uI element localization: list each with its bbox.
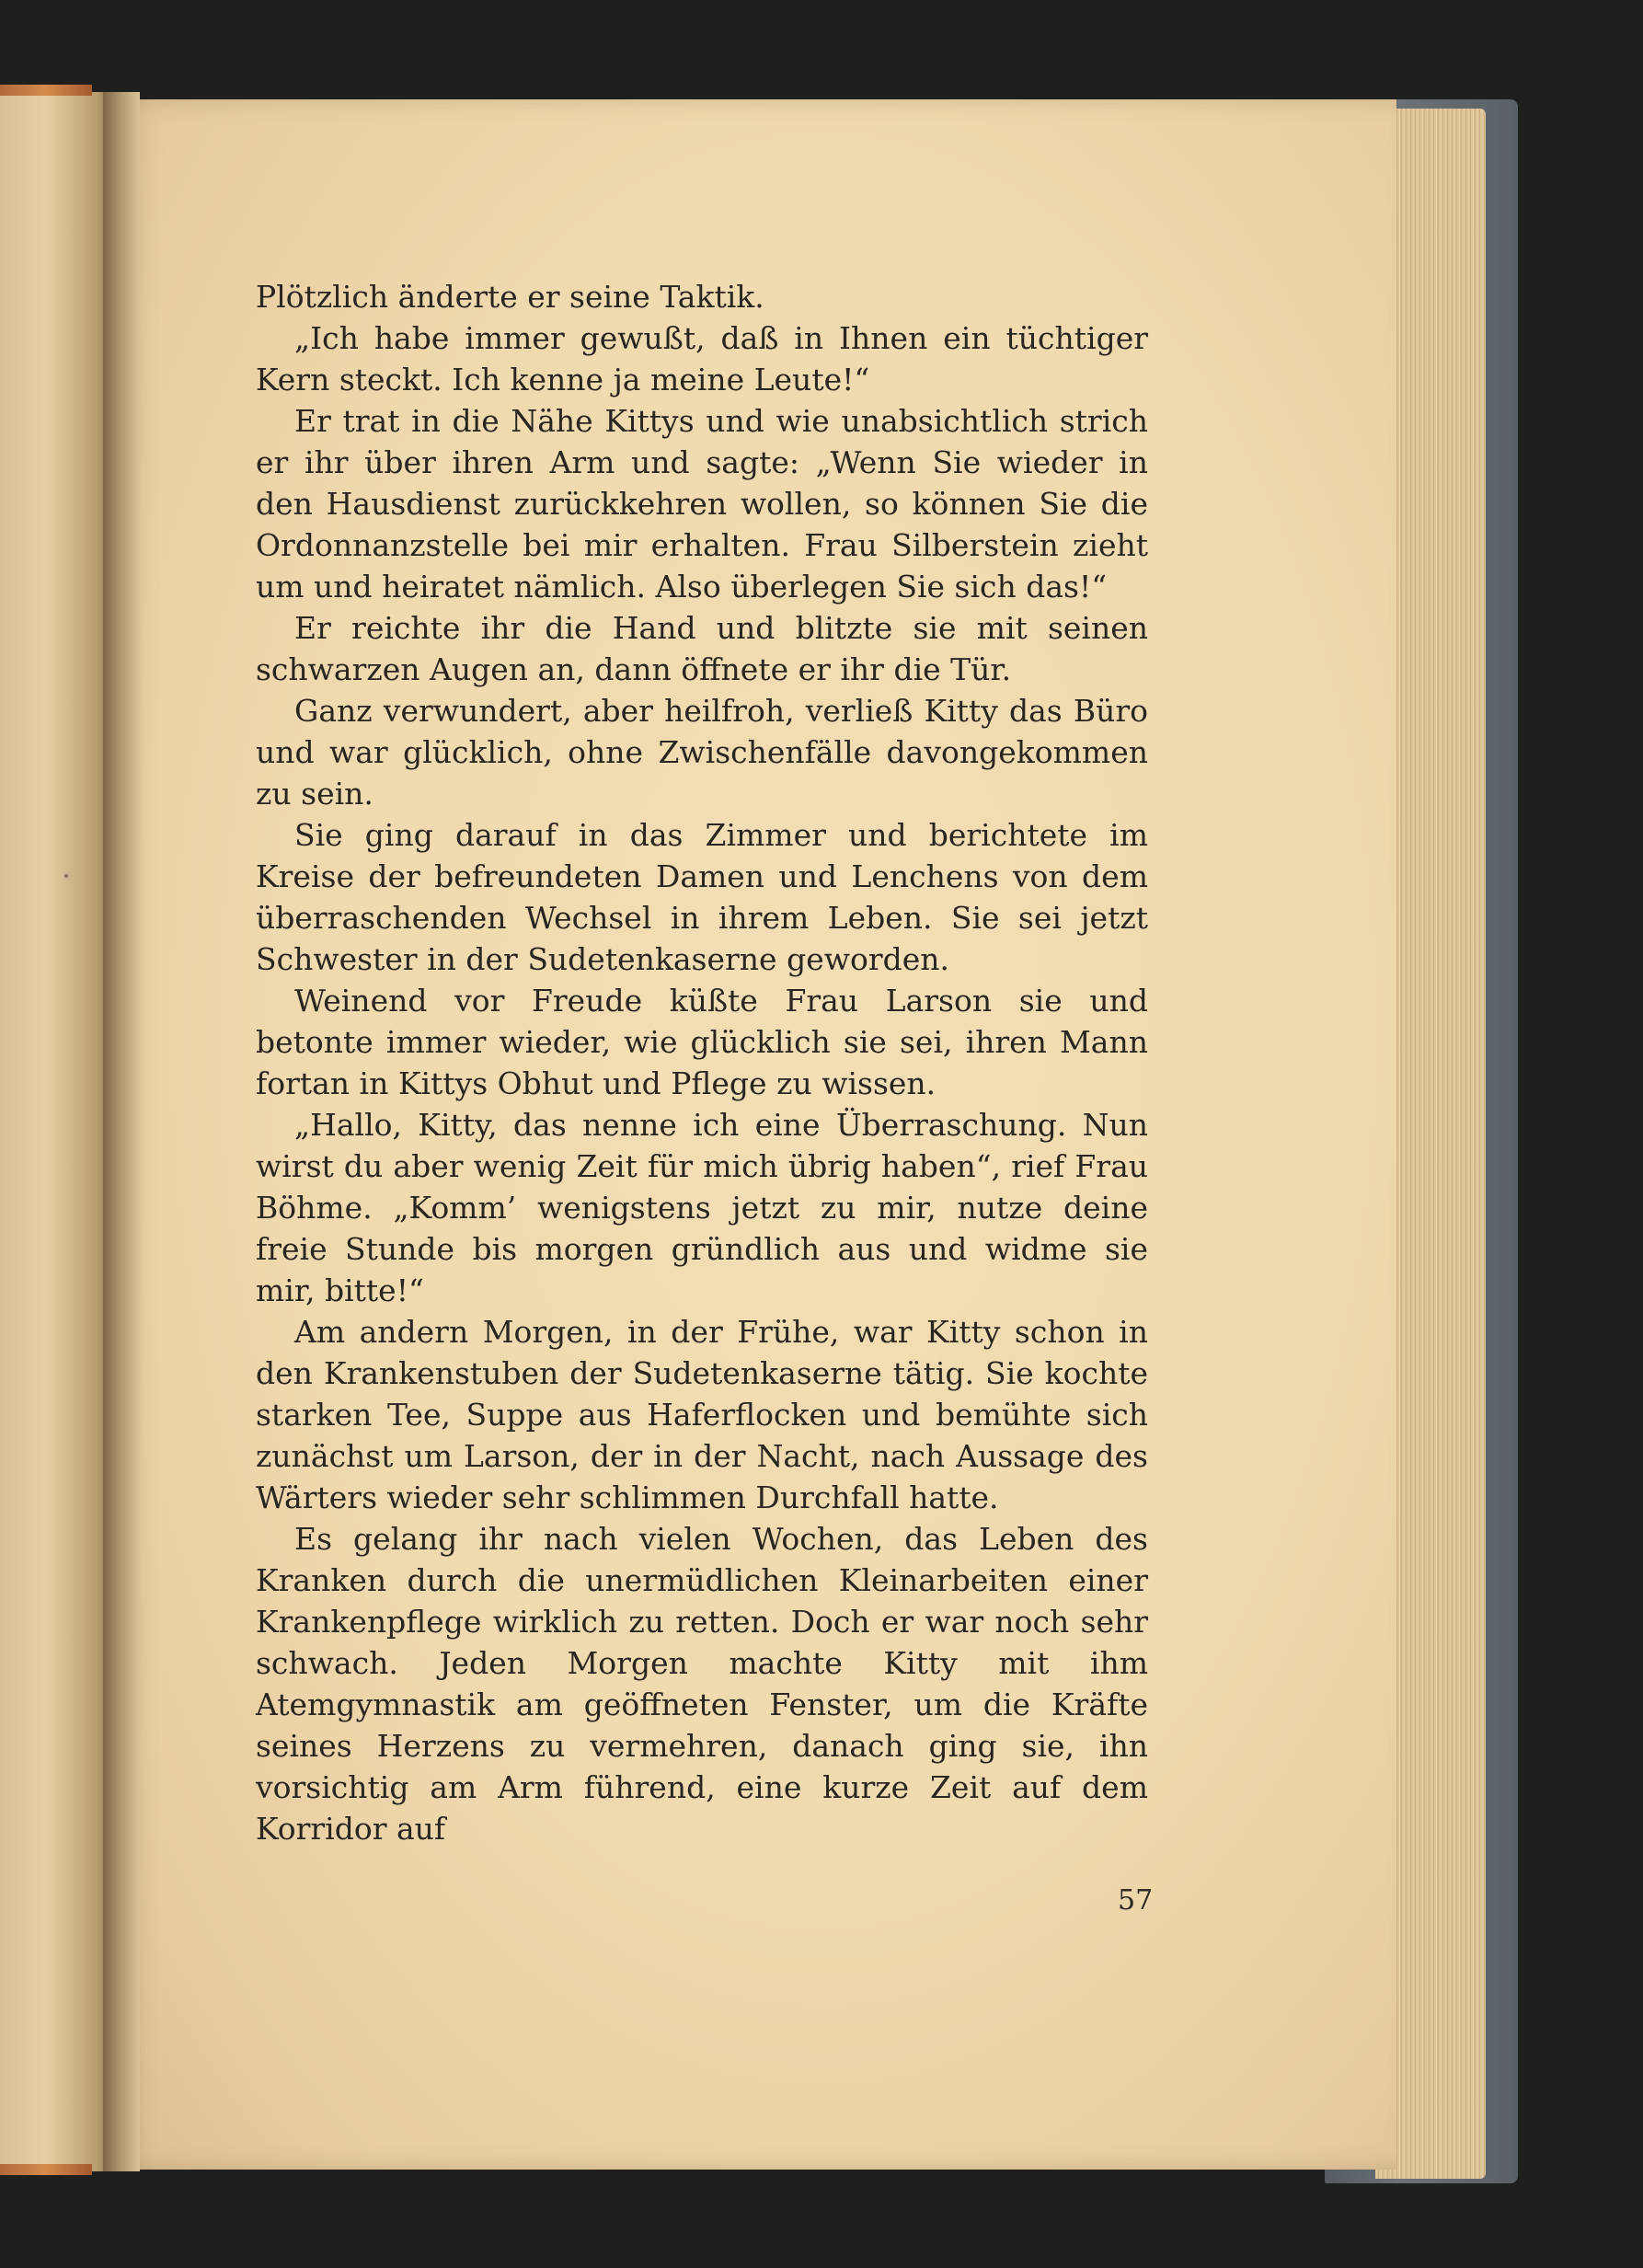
page-number: 57 [1118,1884,1154,1917]
paragraph: Ganz verwundert, aber heilfroh, verließ Kitty das Büro und war glücklich, ohne Zwischenfälle davongekommen zu sein. [256,693,1148,812]
headband-bottom [0,2164,92,2175]
paragraph: Er trat in die Nähe Kittys und wie unabsichtlich strich er ihr über ihren Arm und sagte: „Wenn Sie wieder in den Hausdienst zurückkehren wollen, so können Sie die Ordonnanzstelle bei mir erhalten. Frau Silberstein zieht um und heiratet nämlich. Also überlegen Sie sich das!“ [256,403,1148,604]
paragraph: Sie ging darauf in das Zimmer und berichtete im Kreise der befreundeten Damen und Lenchens von dem überraschenden Wechsel in ihrem Leben. Sie sei jetzt Schwester in der Sudetenkaserne geworden. [256,817,1148,977]
paragraph: „Ich habe immer gewußt, daß in Ihnen ein tüchtiger Kern steckt. Ich kenne ja meine Leute!“ [256,320,1148,397]
page-body-text [256,276,1148,1849]
paragraph: Er reichte ihr die Hand und blitzte sie mit seinen schwarzen Augen an, dann öffnete er ihr die Tür. [256,610,1148,687]
paragraph: Am andern Morgen, in der Frühe, war Kitty schon in den Krankenstuben der Sudetenkaserne tätig. Sie kochte starken Tee, Suppe aus Haferflocken und bemühte sich zunächst um Larson, der in der Nacht, nach Aussage des Wärters wieder sehr schlimmen Durchfall hatte. [256,1314,1148,1515]
gutter [103,92,140,2171]
paragraph: Plötzlich änderte er seine Taktik. [256,279,764,315]
paragraph: „Hallo, Kitty, das nenne ich eine Überraschung. Nun wirst du aber wenig Zeit für mich übrig haben“, rief Frau Böhme. „Komm’ wenigstens jetzt zu mir, nutze deine freie Stunde bis morgen gründlich aus und widme sie mir, bitte!“ [256,1107,1148,1308]
paragraph: Weinend vor Freude küßte Frau Larson sie und betonte immer wieder, wie glücklich sie sei, ihren Mann fortan in Kittys Obhut und Pflege zu wissen. [256,983,1148,1101]
headband-top [0,85,92,96]
paper-speck [64,874,68,878]
paragraph: Es gelang ihr nach vielen Wochen, das Leben des Kranken durch die unermüdlichen Kleinarbeiten einer Krankenpflege wirklich zu retten. Doch er war noch sehr schwach. Jeden Morgen machte Kitty mit ihm Atemgymnastik am geöffneten Fenster, um die Kräfte seines Herzens zu vermehren, danach ging sie, ihn vorsichtig am Arm führend, eine kurze Zeit auf dem Korridor auf [256,1521,1148,1847]
previous-page [0,92,115,2171]
